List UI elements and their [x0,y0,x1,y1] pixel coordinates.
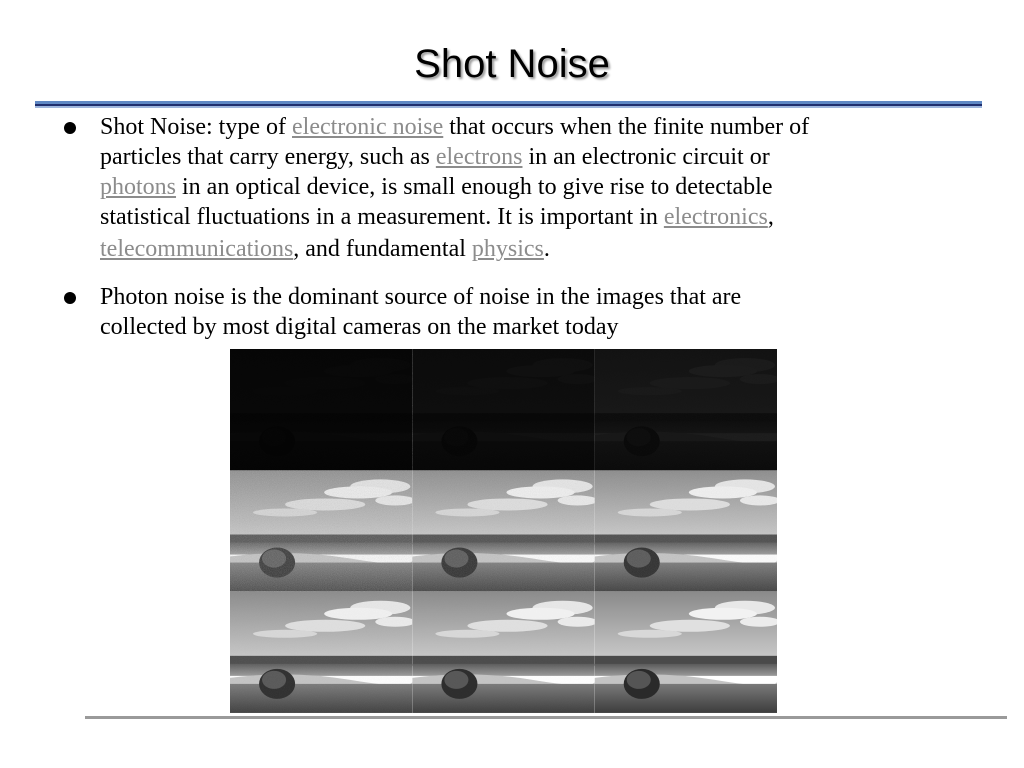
text-span: in an optical device, is small enough to give rise to detectable [176,174,773,200]
text-span: particles that carry energy, such as [100,144,436,170]
title-divider [35,101,982,110]
link-electronic-noise[interactable]: electronic noise [292,114,444,140]
noise-tile [230,349,415,470]
text-span: , and fundamental [293,236,472,262]
bullet-dot-icon [64,122,76,134]
bullet-line [100,172,960,202]
noise-tile [412,592,597,713]
link-physics[interactable]: physics [471,236,544,262]
bullet-list [60,112,960,342]
bullet-line [100,112,960,142]
text-span: Shot Noise: type of [100,114,292,140]
bullet-line: Photon noise is the dominant source of noise in the images that are [100,284,742,310]
noise-tile [595,592,777,713]
link-photons[interactable]: photons [100,174,177,200]
bullet-line [100,142,960,172]
noise-tile [230,592,415,713]
link-electrons[interactable]: electrons [435,144,523,170]
text-span: in an electronic circuit or [522,144,770,170]
noise-tile [230,470,415,591]
bullet-line [100,202,960,232]
bullet-line: collected by most digital cameras on the market today [100,314,619,340]
bullet-item-shot-noise [60,112,960,268]
noise-tile [595,470,777,591]
noise-tile [412,470,597,591]
bullet-item-photon-noise [60,282,960,342]
link-electronics[interactable]: electronics [663,204,768,230]
text-span: statistical fluctuations in a measurement. It is important in [100,204,664,230]
text-span: , [767,204,774,230]
bottom-divider [85,716,1007,719]
text-span: that occurs when the finite number of [443,114,810,140]
slide-title: Shot Noise [414,42,610,86]
link-telecommunications[interactable]: telecommunications [100,236,294,262]
noise-tile [412,349,597,470]
text-span: . [543,236,550,262]
bullet-dot-icon [64,292,76,304]
bullet-line [100,230,960,268]
noise-tile [595,349,777,470]
shot-noise-image-grid [230,349,777,713]
